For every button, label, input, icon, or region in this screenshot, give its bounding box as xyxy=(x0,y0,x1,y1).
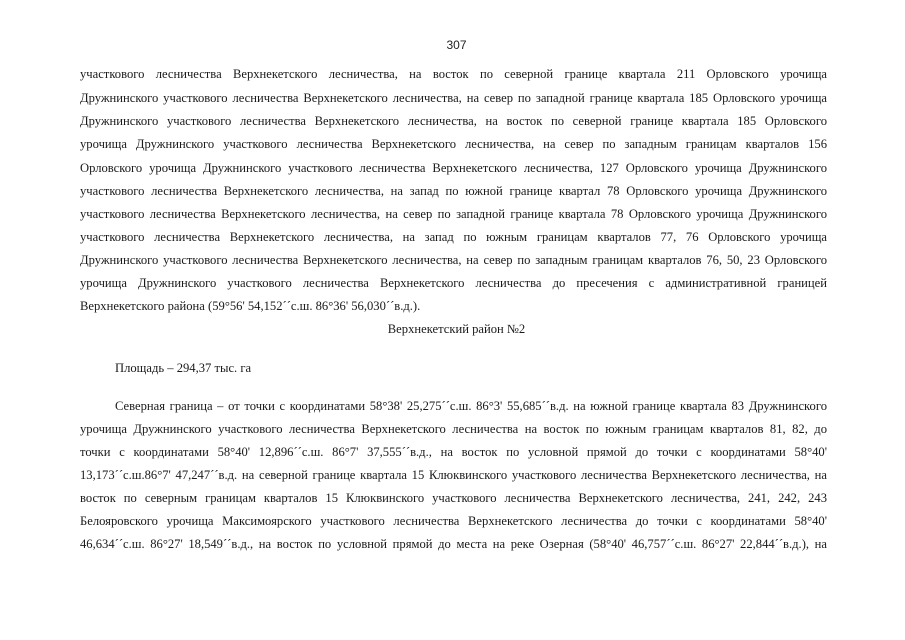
text-line: 46,634´´с.ш. 86°27' 18,549´´в.д., на восток по условной прямой до места на реке Озерная (58°40' 46,757´´с.ш. 86°27' 22,844´´в.д.), на xyxy=(80,537,827,551)
text-line: Северная граница – от точки с координатами 58°38' 25,275´´с.ш. 86°3' 55,685´´в.д. на южной границе квартала 83 Дружнинского xyxy=(115,399,827,413)
text-line: Дружнинского участкового лесничества Верхнекетского лесничества, на восток по северной границе квартала 185 Орловского xyxy=(80,114,827,128)
page-number: 307 xyxy=(446,38,467,52)
text-line: 13,173´´с.ш.86°7' 47,247´´в.д. на северной границе квартала 15 Клюквинского участкового лесничества Верхнекетского лесничества, на xyxy=(80,468,827,482)
text-line: урочища Дружнинского участкового лесничества Верхнекетского лесничества на восток по южным границам кварталов 81, 82, до xyxy=(80,422,827,436)
area-statement: Площадь – 294,37 тыс. га xyxy=(115,361,252,375)
text-line: участкового лесничества Верхнекетского лесничества, на запад по южным границам кварталов 77, 76 Орловского урочища xyxy=(80,230,827,244)
text-line: урочища Дружнинского участкового лесничества Верхнекетского лесничества, на север по западным границам кварталов 156 xyxy=(80,137,827,151)
text-line: точки с координатами 58°40' 12,896´´с.ш. 86°7' 37,555´´в.д., на восток по условной прямой до точки с координатами 58°40' xyxy=(80,445,827,459)
section-heading: Верхнекетский район №2 xyxy=(387,322,526,336)
text-line: урочища Дружнинского участкового лесничества Верхнекетского лесничества до пресечения с административной границей xyxy=(80,276,827,290)
text-line: участкового лесничества Верхнекетского лесничества, на восток по северной границе квартала 211 Орловского урочища xyxy=(80,67,827,81)
text-line: Верхнекетского района (59°56' 54,152´´с.ш. 86°36' 56,030´´в.д.). xyxy=(80,299,421,313)
text-line: Дружнинского участкового лесничества Верхнекетского лесничества, на север по западным границам кварталов 76, 50, 23 Орловского xyxy=(80,253,827,267)
text-line: участкового лесничества Верхнекетского лесничества, на север по западной границе квартала 78 Орловского урочища Дружнинского xyxy=(80,207,827,221)
text-line: восток по северным границам кварталов 15 Клюквинского участкового лесничества Верхнекетского лесничества, 241, 242, 243 xyxy=(80,491,827,505)
text-line: Орловского урочища Дружнинского участкового лесничества Верхнекетского лесничества, 127 Орловского урочища Дружнинского xyxy=(80,161,827,175)
text-line: Дружнинского участкового лесничества Верхнекетского лесничества, на север по западной границе квартала 185 Орловского урочища xyxy=(80,91,827,105)
text-line: участкового лесничества Верхнекетского лесничества, на запад по южной границе квартал 78 Орловского урочища Дружнинского xyxy=(80,184,827,198)
text-line: Белояровского урочища Максимоярского участкового лесничества Верхнекетского лесничества до точки с координатами 58°40' xyxy=(80,514,827,528)
